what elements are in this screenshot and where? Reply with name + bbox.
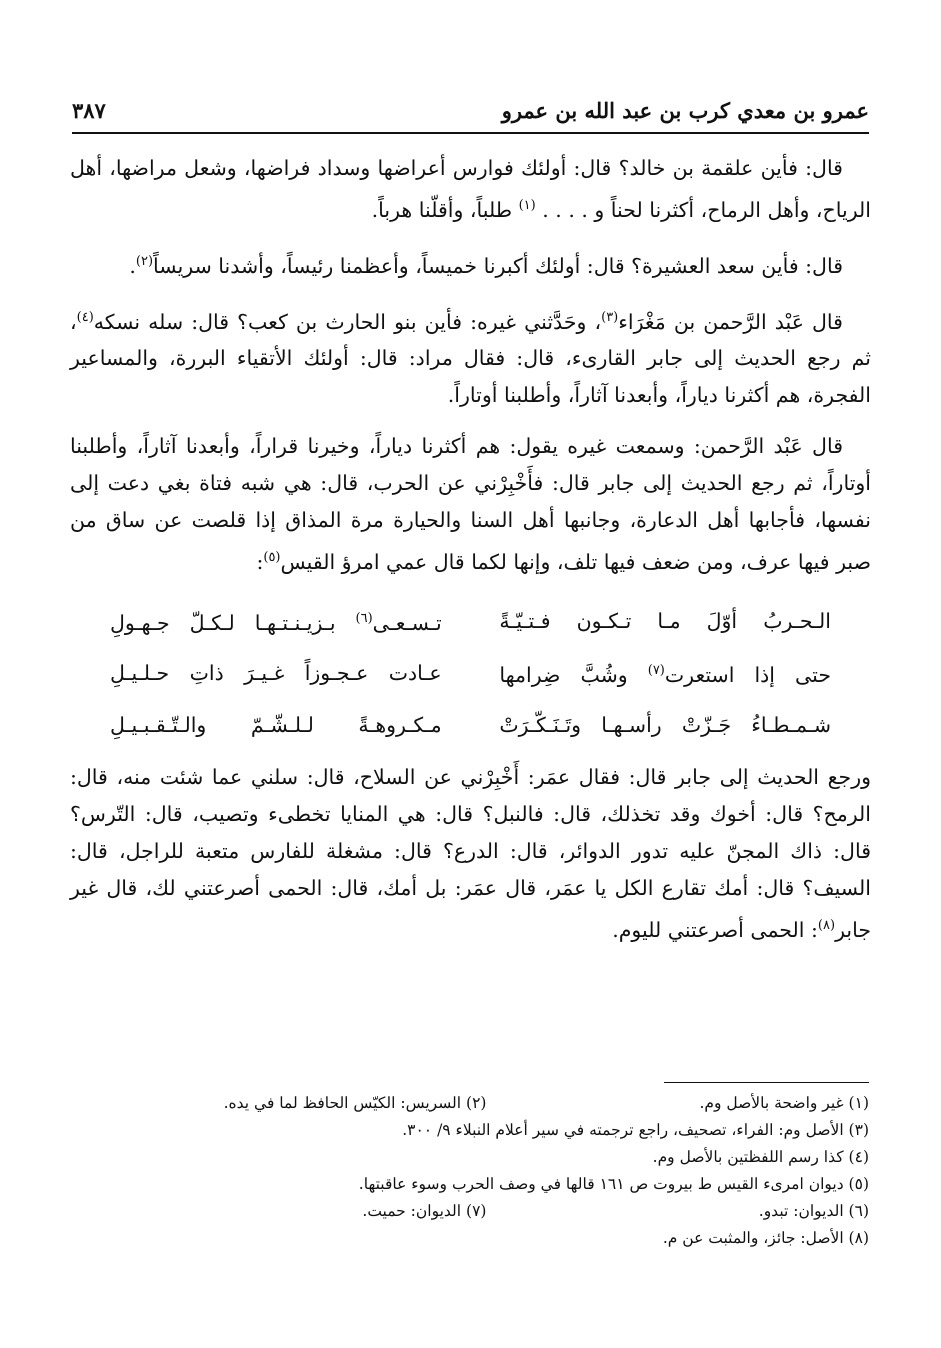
verse-text: وشُبَّ ضِرامها <box>499 663 648 688</box>
paragraph-2 <box>70 243 871 285</box>
footnote-ref: (٦) <box>355 611 373 627</box>
verse-text: حتى إذا استعرت <box>664 663 831 688</box>
footnote-3: (٣) الأصل وم: الفراء، تصحيف، راجع ترجمته في سير أعلام النبلاء ٩/ ٣٠٠. <box>402 1121 869 1139</box>
paragraph-text: قال: فأين سعد العشيرة؟ قال: أولئك أكبرنا خميساً، وأعظمنا رئيساً، وأشدنا سريساً <box>153 253 843 278</box>
paragraph-text: ورجع الحديث إلى جابر قال: فقال عمَر: أَخْبِرْني عن السلاح، قال: سلني عما شئت منه، قال: الرمح؟ قال: أخوك وقد تخذلك، قال: فالنبل؟ قال: هي المنايا تخطىء وتصيب، قال: التّرس؟ قال: ذاك المجنّ عليه تدور الدوائر، قال: الدرع؟ قال: مشغلة للفارس متعبة للراجل، قال: السيف؟ قال: أمك تقارع الكل يا عمَر، قال عمَر: بل أمك، قال: الحمى أصرعتني لك، قال غير جابر <box>70 765 871 943</box>
footnote-4: (٤) كذا رسم اللفظتين بالأصل وم. <box>652 1148 869 1166</box>
paragraph-text: ، ثم رجع الحديث إلى جابر القارىء، قال: فقال مراد: قال: أولئك الأتقياء البررة، والمساعير الفجرة، هم أكثرنا دياراً، وأبعدنا آثاراً، وأطلبنا أوتاراً. <box>70 309 871 408</box>
paragraph-1 <box>70 150 871 229</box>
footnote-2: (٢) السريس: الكيّس الحافظ لما في يده. <box>223 1094 487 1112</box>
paragraph-3 <box>70 299 871 415</box>
paragraph-4 <box>70 428 871 581</box>
verse-second-hemistich: مـكـروهـةً لـلـشّـمّ والـتّـقـبـيـلِ <box>110 712 442 737</box>
footnote-6: (٦) الديوان: تبدو. <box>758 1202 869 1220</box>
verse-text: تـسـعـى <box>372 611 442 636</box>
verse-first-hemistich: شـمـطـاءُ جَـزّتْ رأسـهـا وتَـنَـكّـرَتْ <box>499 712 831 737</box>
footnote-line <box>72 1144 869 1171</box>
verse-first-hemistich <box>499 652 831 694</box>
paragraph-text: قال عَبْد الرَّحمن بن مَغْرَاء <box>618 309 843 334</box>
running-title: عمرو بن معدي كرب بن عبد الله بن عمرو <box>501 98 869 123</box>
footnote-ref: (٣) <box>601 309 619 325</box>
poem-verse <box>110 699 831 751</box>
footnote-ref: (٢) <box>135 253 154 269</box>
footnote-line <box>72 1198 869 1225</box>
paragraph-text: قال: فأين علقمة بن خالد؟ قال: أولئك فوارس أعراضها وسداد فراضها، وشعل مراضها، أهل الرياح، وأهل الرماح، أكثرنا لحناً و . . . . <box>70 156 871 222</box>
paragraph-text: طلباً، وأقلّنا هرباً. <box>371 197 513 222</box>
paragraph-text: : <box>256 550 264 575</box>
main-text <box>70 150 871 963</box>
paragraph-text: : الحمى أصرعتني لليوم. <box>612 918 818 943</box>
verse-second-hemistich: عـادت عـجـوزاً غـيـرَ ذاتِ حـلـيـلِ <box>110 660 442 685</box>
verse-first-hemistich: الـحـربُ أوّلَ مـا تـكـون فـتـيّـةً <box>499 608 831 633</box>
footnote-7: (٧) الديوان: حميت. <box>362 1202 487 1220</box>
page-header <box>72 92 869 134</box>
footnote-ref: (٤) <box>76 309 94 325</box>
paragraph-text: قال عَبْد الرَّحمن: وسمعت غيره يقول: هم أكثرنا دياراً، وخيرنا قراراً، وأبعدنا آثاراً، وأطلبنا أوتاراً، ثم رجع الحديث إلى جابر قال: فأَخْبِرْني عن الحرب، قال: هي شبه فتاة بغي دعت إلى نفسها، فأجابها أهل الدعارة، وجانبها أهل السنا والحيارة مرة المذاق إذا قلصت عن ساق من صبر فيها عرف، ومن ضعف فيها تلف، وإنها لكما قال عمي امرؤ القيس <box>70 434 871 575</box>
page-number: ٣٨٧ <box>72 98 106 123</box>
footnote-ref: (٥) <box>263 550 281 566</box>
verse-text: بـزيـنـتـهـا لـكـلّ جـهـولِ <box>110 611 356 636</box>
poem-verse <box>110 595 831 647</box>
footnotes <box>72 1090 869 1252</box>
footnote-divider <box>664 1082 869 1083</box>
footnote-ref: (١) <box>518 198 536 213</box>
footnote-line <box>72 1171 869 1198</box>
footnote-8: (٨) الأصل: جائز، والمثبت عن م. <box>662 1229 869 1247</box>
footnote-line <box>72 1225 869 1252</box>
footnote-line <box>72 1117 869 1144</box>
footnote-line <box>72 1090 869 1117</box>
footnote-ref: (٨) <box>817 918 836 934</box>
paragraph-text: ، وحَدَّثني غيره: فأين بنو الحارث بن كعب؟ قال: سله نسكه <box>93 309 602 334</box>
footnote-1: (١) غير واضحة بالأصل وم. <box>699 1094 869 1112</box>
footnote-5: (٥) ديوان امرىء القيس ط بيروت ص ١٦١ قالها في وصف الحرب وسوء عاقبتها. <box>358 1175 869 1193</box>
poem-verse <box>110 647 831 699</box>
paragraph-text: . <box>129 253 136 278</box>
verse-second-hemistich <box>110 600 442 642</box>
paragraph-5 <box>70 759 871 949</box>
poem <box>110 595 831 751</box>
footnote-ref: (٧) <box>647 663 665 679</box>
